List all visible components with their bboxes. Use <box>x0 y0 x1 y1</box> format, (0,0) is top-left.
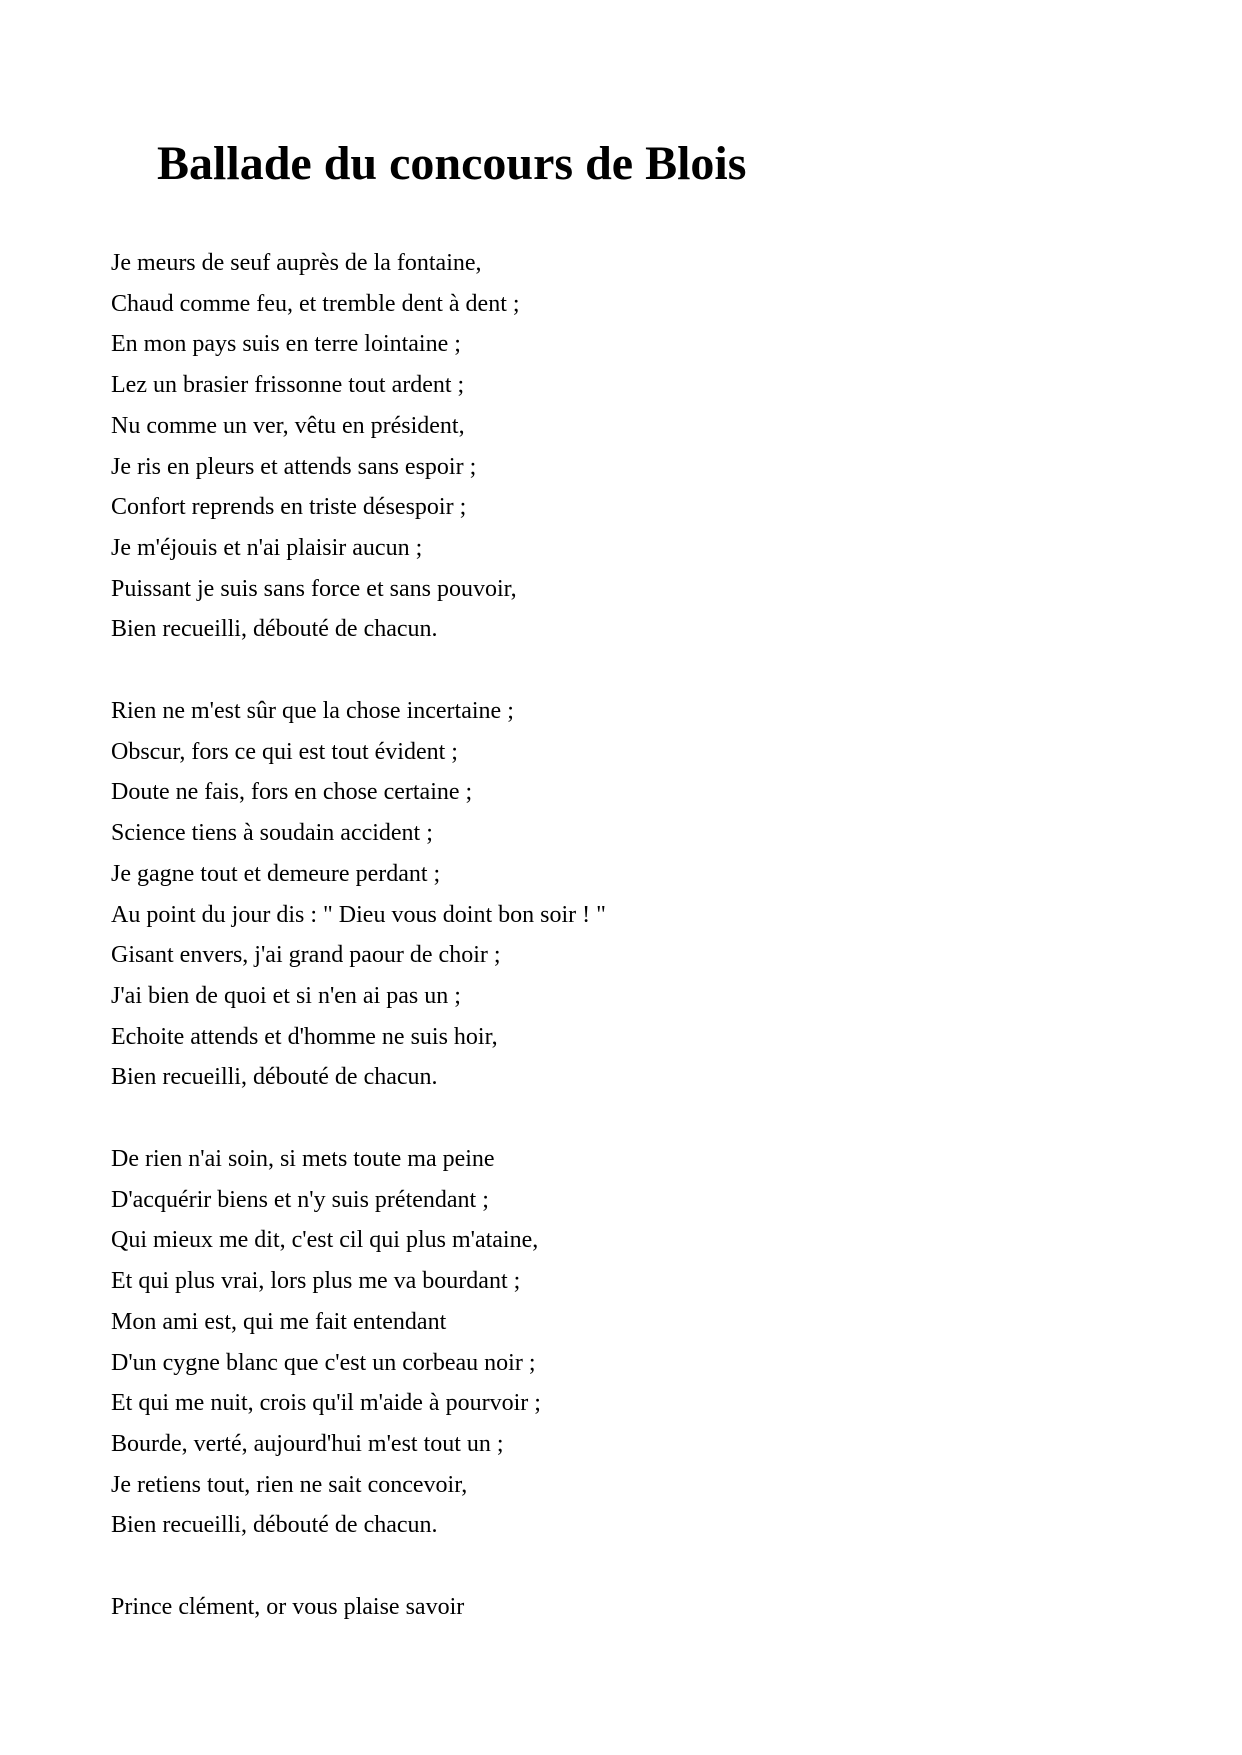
verse-line: Et qui plus vrai, lors plus me va bourdant ; <box>111 1268 521 1295</box>
verse-line: Gisant envers, j'ai grand paour de choir ; <box>111 942 501 969</box>
verse-line: Je gagne tout et demeure perdant ; <box>111 860 441 887</box>
verse-line: Je ris en pleurs et attends sans espoir ; <box>111 453 477 480</box>
verse-line: D'acquérir biens et n'y suis prétendant ; <box>111 1186 489 1213</box>
verse-line: De rien n'ai soin, si mets toute ma peine <box>111 1146 495 1173</box>
verse-line: En mon pays suis en terre lointaine ; <box>111 331 461 358</box>
verse-line: Et qui me nuit, crois qu'il m'aide à pourvoir ; <box>111 1390 541 1417</box>
verse-line: Chaud comme feu, et tremble dent à dent ; <box>111 290 520 317</box>
verse-line: Lez un brasier frissonne tout ardent ; <box>111 372 465 399</box>
poem-body <box>111 243 1111 1669</box>
refrain-line: Bien recueilli, débouté de chacun. <box>111 616 438 643</box>
stanza-2 <box>111 691 1111 1098</box>
verse-line: Doute ne fais, fors en chose certaine ; <box>111 779 473 806</box>
verse-line: Puissant je suis sans force et sans pouvoir, <box>111 575 517 602</box>
verse-line: Je m'éjouis et n'ai plaisir aucun ; <box>111 534 423 561</box>
verse-line: Je retiens tout, rien ne sait concevoir, <box>111 1471 468 1498</box>
verse-line: Nu comme un ver, vêtu en président, <box>111 412 465 439</box>
verse-line: Obscur, fors ce qui est tout évident ; <box>111 738 458 765</box>
refrain-line: Bien recueilli, débouté de chacun. <box>111 1064 438 1091</box>
verse-line: J'ai bien de quoi et si n'en ai pas un ; <box>111 982 461 1009</box>
stanza-3 <box>111 1139 1111 1546</box>
verse-line: D'un cygne blanc que c'est un corbeau noir ; <box>111 1349 536 1376</box>
verse-line: Qui mieux me dit, c'est cil qui plus m'ataine, <box>111 1227 539 1254</box>
verse-line: Prince clément, or vous plaise savoir <box>111 1594 465 1621</box>
verse-line: Science tiens à soudain accident ; <box>111 820 433 847</box>
verse-line: Mon ami est, qui me fait entendant <box>111 1308 447 1335</box>
verse-line: Je meurs de seuf auprès de la fontaine, <box>111 250 482 276</box>
verse-line: Rien ne m'est sûr que la chose incertaine ; <box>111 698 514 725</box>
verse-line: Confort reprends en triste désespoir ; <box>111 494 467 521</box>
envoi <box>111 1587 1111 1628</box>
stanza-1 <box>111 243 1111 650</box>
verse-line: Bourde, verté, aujourd'hui m'est tout un ; <box>111 1430 504 1457</box>
poem-title: Ballade du concours de Blois <box>157 137 747 190</box>
verse-line: Echoite attends et d'homme ne suis hoir, <box>111 1023 498 1050</box>
refrain-line: Bien recueilli, débouté de chacun. <box>111 1512 438 1539</box>
verse-line: Au point du jour dis : " Dieu vous doint bon soir ! " <box>111 901 606 928</box>
